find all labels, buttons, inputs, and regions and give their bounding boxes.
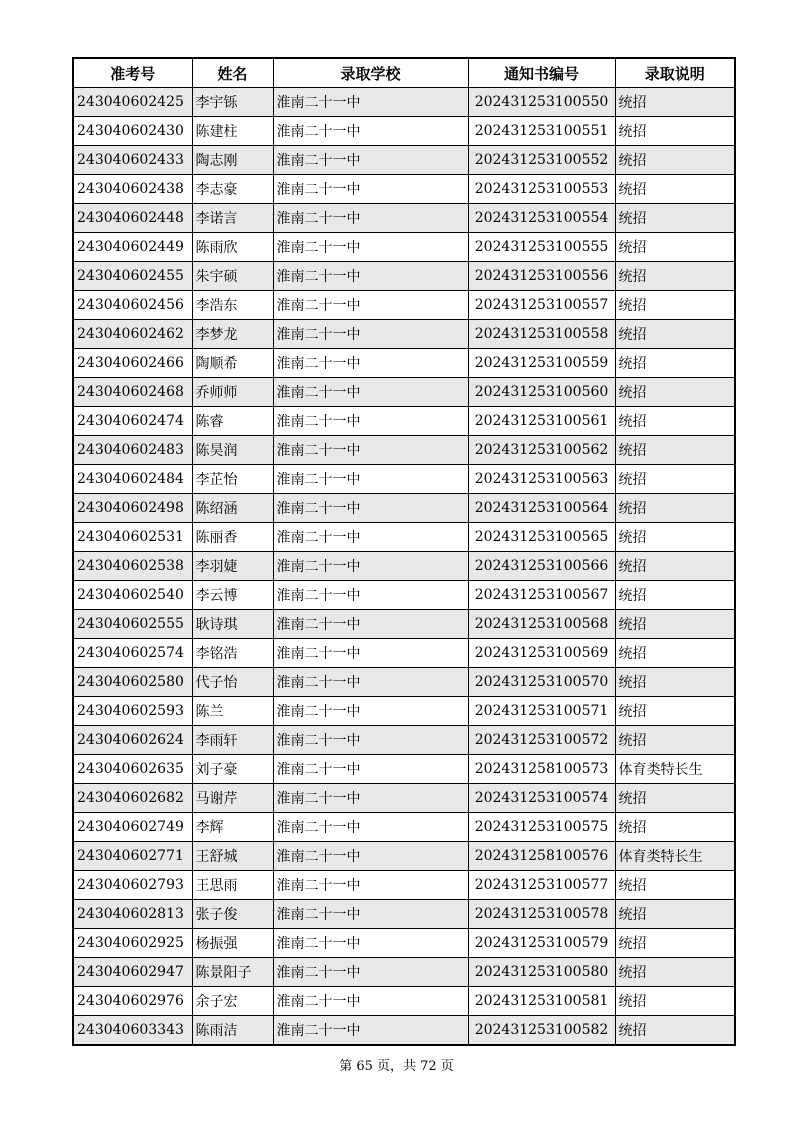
header-admission-note: 录取说明 [615, 58, 735, 88]
cell-notice-number: 202431253100569 [468, 639, 615, 668]
cell-admission-note: 统招 [615, 552, 735, 581]
cell-exam-number: 243040602947 [73, 958, 192, 987]
cell-school: 淮南二十一中 [273, 1016, 468, 1046]
cell-admission-note: 统招 [615, 726, 735, 755]
cell-exam-number: 243040602976 [73, 987, 192, 1016]
cell-admission-note: 统招 [615, 407, 735, 436]
table-row [73, 668, 735, 697]
cell-school: 淮南二十一中 [273, 755, 468, 784]
table-row [73, 523, 735, 552]
table-row [73, 871, 735, 900]
cell-notice-number: 202431253100581 [468, 987, 615, 1016]
cell-name: 李羽婕 [192, 552, 273, 581]
table-row [73, 117, 735, 146]
cell-school: 淮南二十一中 [273, 813, 468, 842]
header-exam-number: 准考号 [73, 58, 192, 88]
table-row [73, 465, 735, 494]
table-row [73, 233, 735, 262]
cell-notice-number: 202431253100551 [468, 117, 615, 146]
cell-notice-number: 202431253100554 [468, 204, 615, 233]
cell-school: 淮南二十一中 [273, 320, 468, 349]
cell-school: 淮南二十一中 [273, 465, 468, 494]
cell-exam-number: 243040602483 [73, 436, 192, 465]
page-footer: 第 65 页，共 72 页 [339, 1059, 454, 1074]
table-row [73, 320, 735, 349]
cell-school: 淮南二十一中 [273, 929, 468, 958]
cell-notice-number: 202431253100572 [468, 726, 615, 755]
cell-school: 淮南二十一中 [273, 958, 468, 987]
cell-name: 李宇铄 [192, 88, 273, 117]
cell-notice-number: 202431253100575 [468, 813, 615, 842]
table-row [73, 755, 735, 784]
cell-admission-note: 统招 [615, 639, 735, 668]
cell-notice-number: 202431253100570 [468, 668, 615, 697]
table-row [73, 958, 735, 987]
cell-school: 淮南二十一中 [273, 581, 468, 610]
cell-exam-number: 243040602433 [73, 146, 192, 175]
cell-admission-note: 统招 [615, 900, 735, 929]
cell-school: 淮南二十一中 [273, 204, 468, 233]
cell-school: 淮南二十一中 [273, 639, 468, 668]
cell-exam-number: 243040602593 [73, 697, 192, 726]
cell-name: 陈丽香 [192, 523, 273, 552]
cell-name: 李辉 [192, 813, 273, 842]
cell-name: 耿诗琪 [192, 610, 273, 639]
cell-exam-number: 243040602555 [73, 610, 192, 639]
cell-admission-note: 统招 [615, 117, 735, 146]
cell-school: 淮南二十一中 [273, 233, 468, 262]
cell-exam-number: 243040602438 [73, 175, 192, 204]
cell-name: 李铭浩 [192, 639, 273, 668]
table-row [73, 900, 735, 929]
admission-table-container [72, 57, 734, 1046]
cell-admission-note: 统招 [615, 494, 735, 523]
cell-admission-note: 统招 [615, 987, 735, 1016]
cell-notice-number: 202431253100555 [468, 233, 615, 262]
cell-admission-note: 统招 [615, 291, 735, 320]
cell-admission-note: 统招 [615, 465, 735, 494]
table-row [73, 697, 735, 726]
cell-admission-note: 统招 [615, 146, 735, 175]
table-row [73, 726, 735, 755]
cell-school: 淮南二十一中 [273, 610, 468, 639]
cell-admission-note: 统招 [615, 784, 735, 813]
table-row [73, 146, 735, 175]
table-row [73, 581, 735, 610]
cell-notice-number: 202431258100576 [468, 842, 615, 871]
cell-notice-number: 202431253100578 [468, 900, 615, 929]
cell-notice-number: 202431253100556 [468, 262, 615, 291]
cell-exam-number: 243040602749 [73, 813, 192, 842]
cell-name: 李梦龙 [192, 320, 273, 349]
cell-name: 陈兰 [192, 697, 273, 726]
cell-admission-note: 统招 [615, 929, 735, 958]
cell-notice-number: 202431253100566 [468, 552, 615, 581]
cell-name: 陈绍涵 [192, 494, 273, 523]
cell-name: 王舒城 [192, 842, 273, 871]
cell-admission-note: 统招 [615, 610, 735, 639]
cell-school: 淮南二十一中 [273, 378, 468, 407]
cell-admission-note: 统招 [615, 523, 735, 552]
cell-exam-number: 243040602484 [73, 465, 192, 494]
cell-school: 淮南二十一中 [273, 726, 468, 755]
cell-name: 陶志刚 [192, 146, 273, 175]
cell-exam-number: 243040602498 [73, 494, 192, 523]
cell-school: 淮南二十一中 [273, 900, 468, 929]
cell-exam-number: 243040602682 [73, 784, 192, 813]
cell-name: 李雨轩 [192, 726, 273, 755]
cell-notice-number: 202431253100560 [468, 378, 615, 407]
table-row [73, 639, 735, 668]
cell-school: 淮南二十一中 [273, 871, 468, 900]
cell-exam-number: 243040603343 [73, 1016, 192, 1046]
cell-school: 淮南二十一中 [273, 117, 468, 146]
table-row [73, 378, 735, 407]
cell-admission-note: 体育类特长生 [615, 755, 735, 784]
cell-school: 淮南二十一中 [273, 407, 468, 436]
cell-notice-number: 202431253100582 [468, 1016, 615, 1046]
cell-school: 淮南二十一中 [273, 436, 468, 465]
table-row [73, 349, 735, 378]
cell-name: 张子俊 [192, 900, 273, 929]
cell-exam-number: 243040602771 [73, 842, 192, 871]
cell-admission-note: 统招 [615, 88, 735, 117]
cell-school: 淮南二十一中 [273, 494, 468, 523]
cell-name: 朱宇硕 [192, 262, 273, 291]
cell-exam-number: 243040602456 [73, 291, 192, 320]
cell-name: 陈景阳子 [192, 958, 273, 987]
cell-name: 李诺言 [192, 204, 273, 233]
table-row [73, 175, 735, 204]
cell-school: 淮南二十一中 [273, 175, 468, 204]
cell-notice-number: 202431253100557 [468, 291, 615, 320]
cell-notice-number: 202431253100559 [468, 349, 615, 378]
table-row [73, 842, 735, 871]
cell-notice-number: 202431253100577 [468, 871, 615, 900]
cell-exam-number: 243040602624 [73, 726, 192, 755]
cell-admission-note: 统招 [615, 581, 735, 610]
cell-school: 淮南二十一中 [273, 88, 468, 117]
cell-exam-number: 243040602468 [73, 378, 192, 407]
cell-notice-number: 202431253100571 [468, 697, 615, 726]
cell-name: 李志豪 [192, 175, 273, 204]
cell-exam-number: 243040602540 [73, 581, 192, 610]
cell-name: 余子宏 [192, 987, 273, 1016]
table-body [73, 88, 735, 1046]
cell-exam-number: 243040602813 [73, 900, 192, 929]
cell-admission-note: 统招 [615, 378, 735, 407]
cell-admission-note: 统招 [615, 349, 735, 378]
cell-name: 乔师师 [192, 378, 273, 407]
cell-name: 陶顺希 [192, 349, 273, 378]
header-school: 录取学校 [273, 58, 468, 88]
cell-name: 刘子豪 [192, 755, 273, 784]
cell-admission-note: 统招 [615, 320, 735, 349]
cell-exam-number: 243040602425 [73, 88, 192, 117]
cell-exam-number: 243040602449 [73, 233, 192, 262]
cell-notice-number: 202431253100553 [468, 175, 615, 204]
cell-exam-number: 243040602531 [73, 523, 192, 552]
cell-admission-note: 统招 [615, 958, 735, 987]
cell-notice-number: 202431253100564 [468, 494, 615, 523]
cell-school: 淮南二十一中 [273, 552, 468, 581]
cell-name: 李云博 [192, 581, 273, 610]
cell-name: 王思雨 [192, 871, 273, 900]
table-row [73, 784, 735, 813]
admission-table [72, 57, 736, 1046]
cell-school: 淮南二十一中 [273, 987, 468, 1016]
cell-notice-number: 202431253100563 [468, 465, 615, 494]
cell-notice-number: 202431258100573 [468, 755, 615, 784]
cell-exam-number: 243040602580 [73, 668, 192, 697]
table-row [73, 436, 735, 465]
table-row [73, 291, 735, 320]
cell-notice-number: 202431253100552 [468, 146, 615, 175]
cell-exam-number: 243040602574 [73, 639, 192, 668]
table-row [73, 929, 735, 958]
cell-notice-number: 202431253100580 [468, 958, 615, 987]
cell-name: 马谢芹 [192, 784, 273, 813]
cell-notice-number: 202431253100565 [468, 523, 615, 552]
cell-exam-number: 243040602793 [73, 871, 192, 900]
cell-exam-number: 243040602455 [73, 262, 192, 291]
table-row [73, 407, 735, 436]
cell-notice-number: 202431253100550 [468, 88, 615, 117]
cell-exam-number: 243040602925 [73, 929, 192, 958]
cell-school: 淮南二十一中 [273, 291, 468, 320]
cell-exam-number: 243040602448 [73, 204, 192, 233]
header-name: 姓名 [192, 58, 273, 88]
cell-school: 淮南二十一中 [273, 146, 468, 175]
cell-exam-number: 243040602635 [73, 755, 192, 784]
cell-admission-note: 统招 [615, 813, 735, 842]
cell-school: 淮南二十一中 [273, 262, 468, 291]
cell-admission-note: 统招 [615, 262, 735, 291]
cell-admission-note: 统招 [615, 175, 735, 204]
cell-notice-number: 202431253100568 [468, 610, 615, 639]
cell-admission-note: 统招 [615, 871, 735, 900]
table-row [73, 204, 735, 233]
table-row [73, 813, 735, 842]
cell-notice-number: 202431253100579 [468, 929, 615, 958]
cell-notice-number: 202431253100561 [468, 407, 615, 436]
table-row [73, 88, 735, 117]
table-header-row [73, 58, 735, 88]
cell-notice-number: 202431253100567 [468, 581, 615, 610]
cell-exam-number: 243040602462 [73, 320, 192, 349]
table-row [73, 1016, 735, 1046]
cell-name: 陈建柱 [192, 117, 273, 146]
cell-exam-number: 243040602538 [73, 552, 192, 581]
cell-exam-number: 243040602466 [73, 349, 192, 378]
cell-admission-note: 统招 [615, 204, 735, 233]
cell-name: 代子怡 [192, 668, 273, 697]
cell-admission-note: 统招 [615, 436, 735, 465]
cell-name: 杨振强 [192, 929, 273, 958]
cell-school: 淮南二十一中 [273, 668, 468, 697]
cell-admission-note: 统招 [615, 233, 735, 262]
table-row [73, 987, 735, 1016]
table-row [73, 552, 735, 581]
cell-admission-note: 统招 [615, 697, 735, 726]
cell-name: 陈睿 [192, 407, 273, 436]
cell-name: 李浩东 [192, 291, 273, 320]
cell-notice-number: 202431253100558 [468, 320, 615, 349]
table-row [73, 494, 735, 523]
cell-school: 淮南二十一中 [273, 784, 468, 813]
table-row [73, 610, 735, 639]
cell-notice-number: 202431253100562 [468, 436, 615, 465]
table-row [73, 262, 735, 291]
cell-name: 陈雨欣 [192, 233, 273, 262]
header-notice-number: 通知书编号 [468, 58, 615, 88]
cell-admission-note: 统招 [615, 668, 735, 697]
cell-school: 淮南二十一中 [273, 523, 468, 552]
cell-school: 淮南二十一中 [273, 842, 468, 871]
cell-admission-note: 统招 [615, 1016, 735, 1046]
cell-school: 淮南二十一中 [273, 697, 468, 726]
cell-admission-note: 体育类特长生 [615, 842, 735, 871]
cell-exam-number: 243040602474 [73, 407, 192, 436]
cell-notice-number: 202431253100574 [468, 784, 615, 813]
cell-exam-number: 243040602430 [73, 117, 192, 146]
cell-name: 陈雨洁 [192, 1016, 273, 1046]
cell-school: 淮南二十一中 [273, 349, 468, 378]
cell-name: 陈昊润 [192, 436, 273, 465]
cell-name: 李芷怡 [192, 465, 273, 494]
